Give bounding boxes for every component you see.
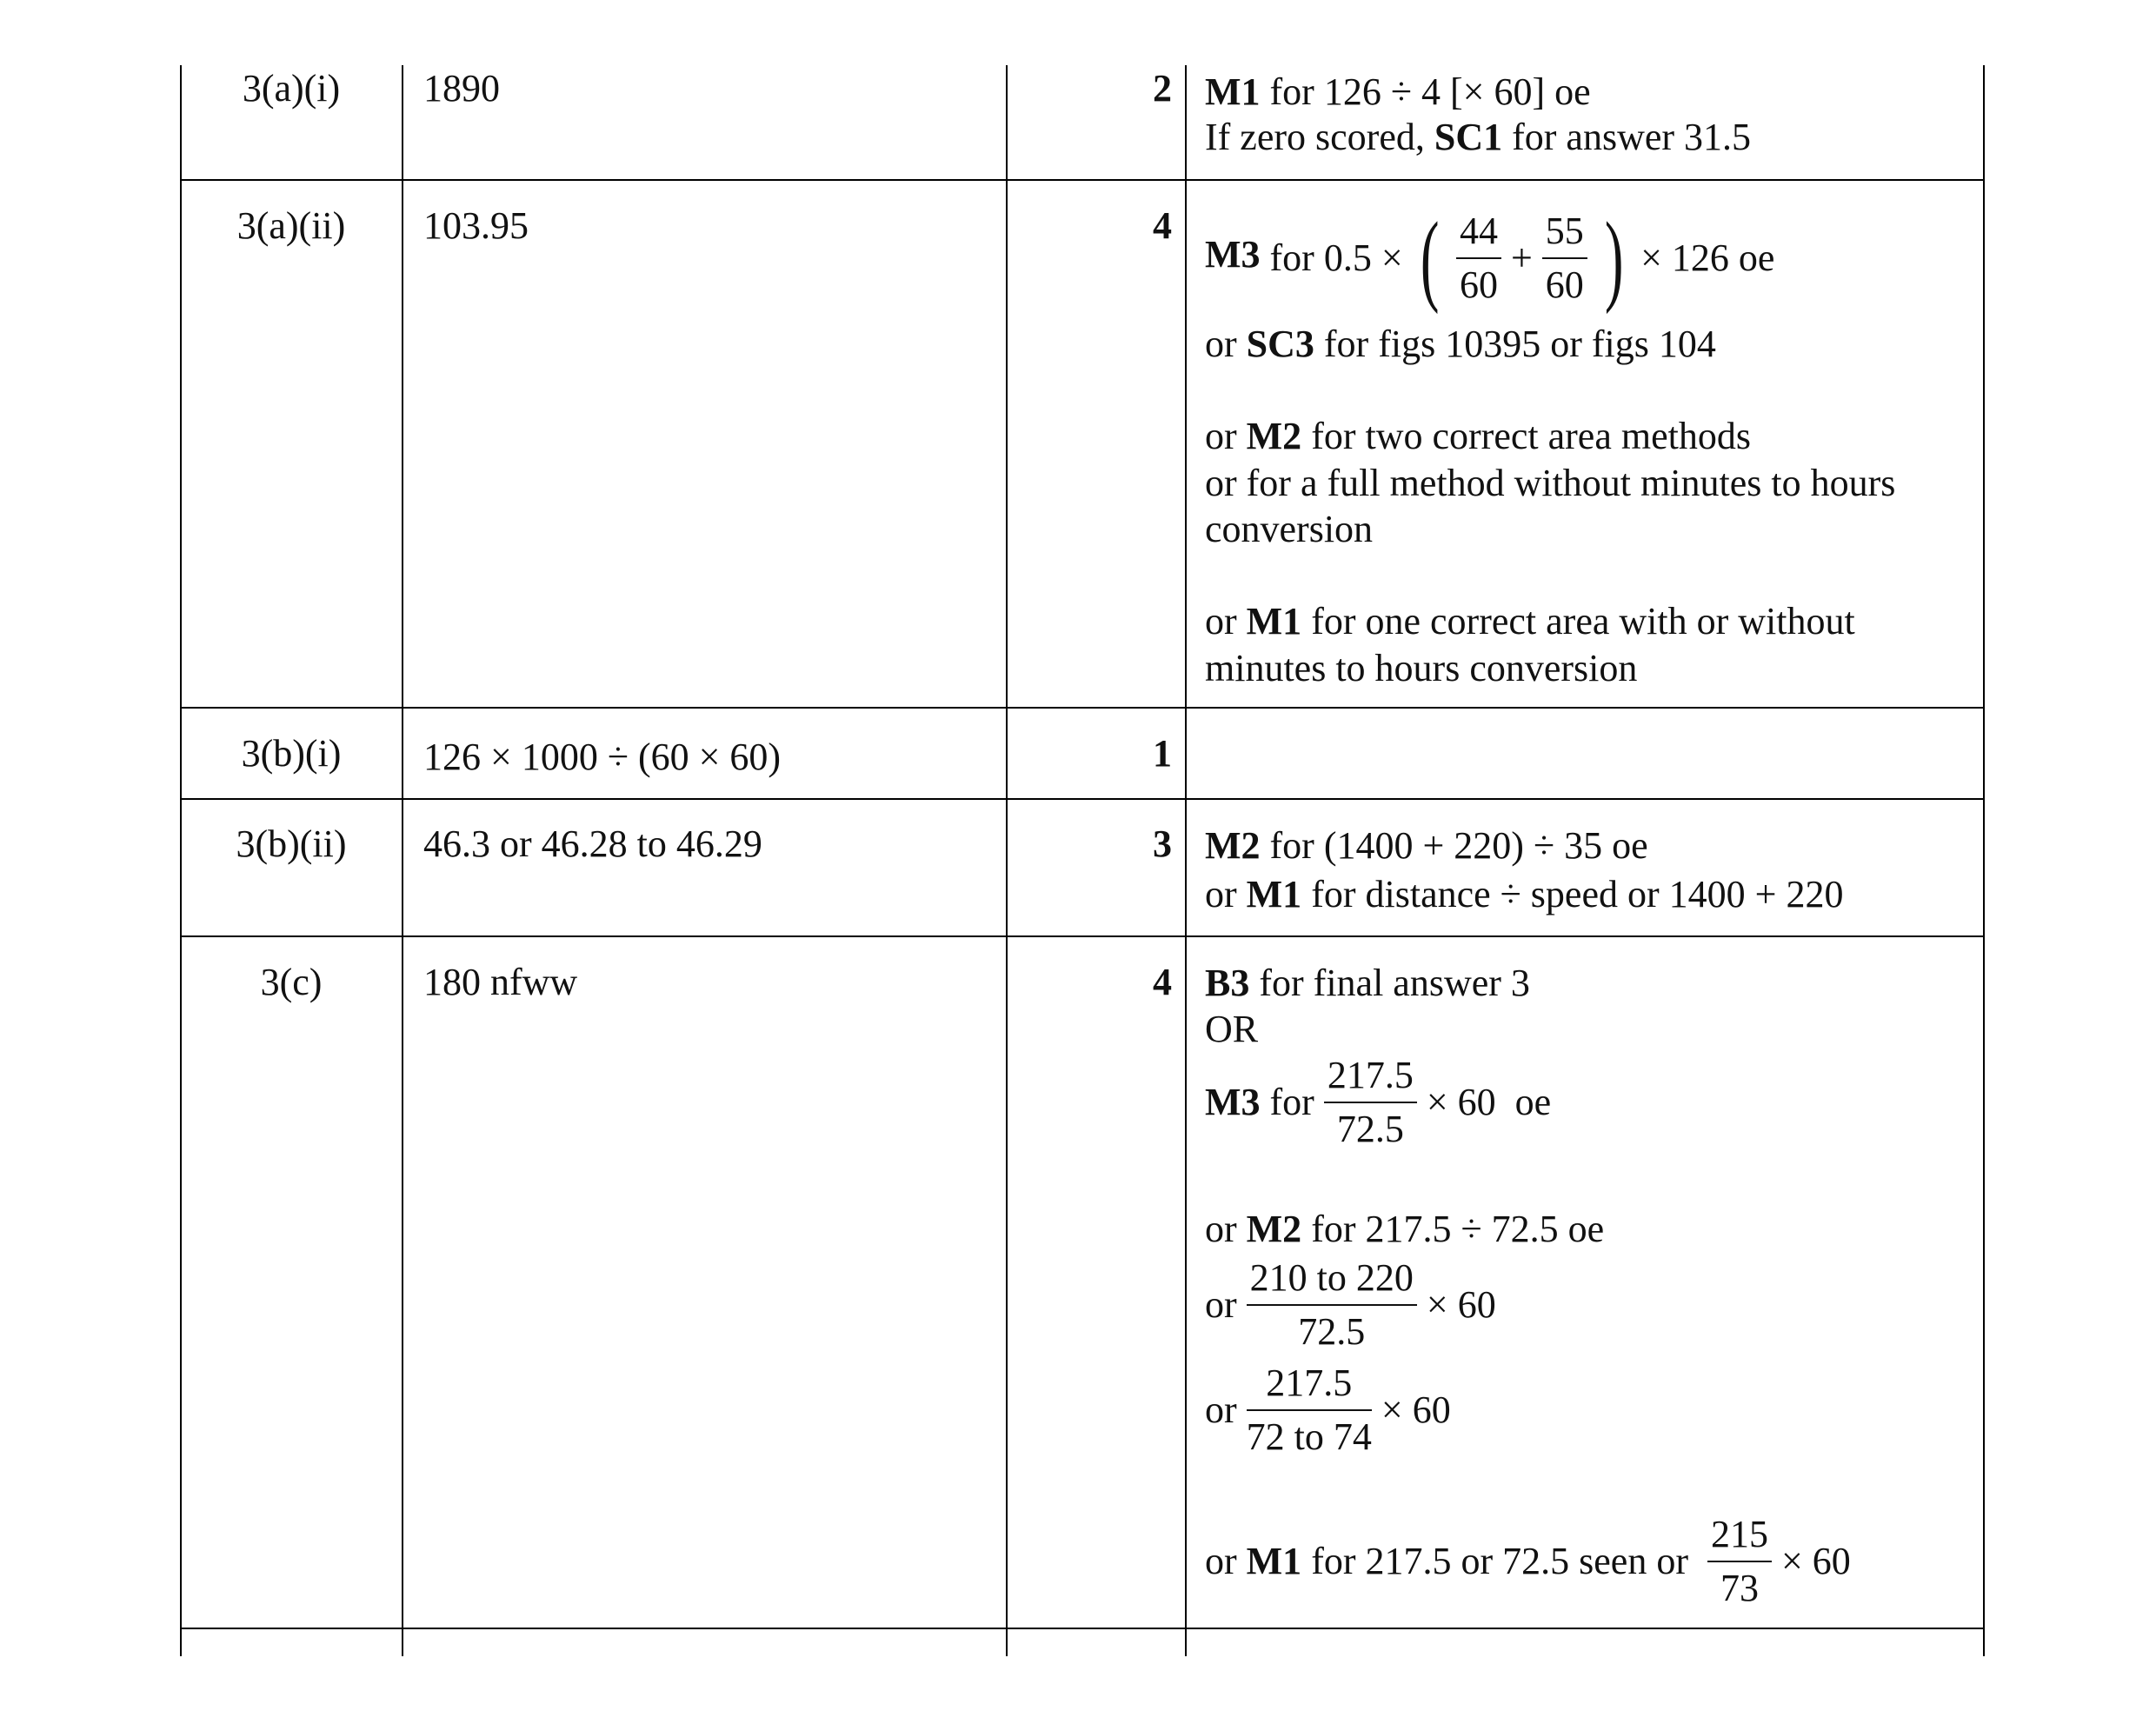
guidance-formula: M3 for $\frac{217.5}{72.5}$ × 60 oe	[1205, 1049, 1551, 1155]
guidance-line: OR	[1205, 1008, 1259, 1050]
marks-cell: 4	[1153, 961, 1172, 1003]
mark-code: M2	[1205, 824, 1261, 867]
marks-cell: 3	[1153, 822, 1172, 865]
mark-code: M2	[1246, 1208, 1302, 1250]
fraction: $\frac{217.5}{72 to 74}$	[1247, 1357, 1372, 1463]
guidance-line: minutes to hours conversion	[1205, 647, 1638, 689]
table-border-right	[1983, 65, 1985, 1656]
mark-code: M3	[1205, 1081, 1261, 1123]
question-number: 3(c)	[260, 961, 323, 1003]
mark-code: M3	[1205, 233, 1261, 276]
row-divider	[180, 798, 1985, 800]
question-number: 3(b)(i)	[241, 732, 342, 775]
row-divider	[180, 179, 1985, 181]
guidance-line: M2 for (1400 + 220) ÷ 35 oe	[1205, 824, 1648, 867]
fraction: $\frac{210 to 220}{72.5}$	[1247, 1252, 1417, 1358]
guidance-line: or M1 for one correct area with or without	[1205, 600, 1855, 642]
row-divider	[180, 935, 1985, 937]
question-number: 3(a)(i)	[242, 67, 341, 110]
guidance-line: or for a full method without minutes to hours	[1205, 462, 1896, 504]
marks-cell: 4	[1153, 204, 1172, 247]
answer-cell: 46.3 or 46.28 to 46.29	[423, 822, 762, 865]
mark-code: M1	[1246, 600, 1302, 642]
mark-code: M1	[1246, 873, 1302, 915]
guidance-formula: or M1 for 217.5 or 72.5 seen or $\frac{215}{73}$ × 60	[1205, 1508, 1851, 1614]
fraction: $\frac{217.5}{72.5}$	[1324, 1049, 1417, 1155]
mark-code: B3	[1205, 962, 1250, 1004]
mark-code: M1	[1246, 1540, 1302, 1582]
question-number: 3(a)(ii)	[236, 204, 346, 247]
fraction: $\frac{44}{60}$	[1456, 205, 1501, 311]
answer-cell: 180 nfww	[423, 961, 578, 1003]
guidance-line: conversion	[1205, 508, 1374, 550]
mark-code: M2	[1246, 415, 1302, 457]
fraction: $\frac{215}{73}$	[1707, 1508, 1772, 1614]
fraction: $\frac{55}{60}$	[1542, 205, 1587, 311]
guidance-formula: M3 for 0.5 × ( $\frac{44}{60}$ + $\frac{55}{60}$ ) × 126 oe	[1205, 201, 1775, 315]
mark-code: SC1	[1434, 116, 1503, 158]
left-parenthesis: (	[1420, 201, 1440, 315]
guidance-line: M1 for 126 ÷ 4 [× 60] oe	[1205, 70, 1591, 113]
marks-cell: 2	[1153, 67, 1172, 110]
question-number: 3(b)(ii)	[236, 822, 347, 865]
answer-cell: 1890	[423, 67, 500, 110]
guidance-line: If zero scored, SC1 for answer 31.5	[1205, 116, 1752, 158]
guidance-formula: or $\frac{210 to 220}{72.5}$ × 60	[1205, 1252, 1496, 1358]
guidance-line: or M2 for 217.5 ÷ 72.5 oe	[1205, 1208, 1605, 1250]
answer-cell: 103.95	[423, 204, 529, 247]
guidance-line: or SC3 for figs 10395 or figs 104	[1205, 323, 1716, 365]
guidance-line: B3 for final answer 3	[1205, 962, 1530, 1004]
guidance-line: or M2 for two correct area methods	[1205, 415, 1751, 457]
answer-cell: 126 × 1000 ÷ (60 × 60)	[423, 736, 782, 778]
row-divider	[180, 1628, 1985, 1629]
guidance-formula: or $\frac{217.5}{72 to 74}$ × 60	[1205, 1357, 1451, 1463]
row-divider	[180, 707, 1985, 709]
mark-code: SC3	[1246, 323, 1314, 365]
right-parenthesis: )	[1604, 201, 1624, 315]
column-divider-marks	[1185, 65, 1187, 1656]
marks-cell: 1	[1153, 732, 1172, 775]
mark-code: M1	[1205, 70, 1261, 113]
guidance-line: or M1 for distance ÷ speed or 1400 + 220	[1205, 873, 1844, 915]
